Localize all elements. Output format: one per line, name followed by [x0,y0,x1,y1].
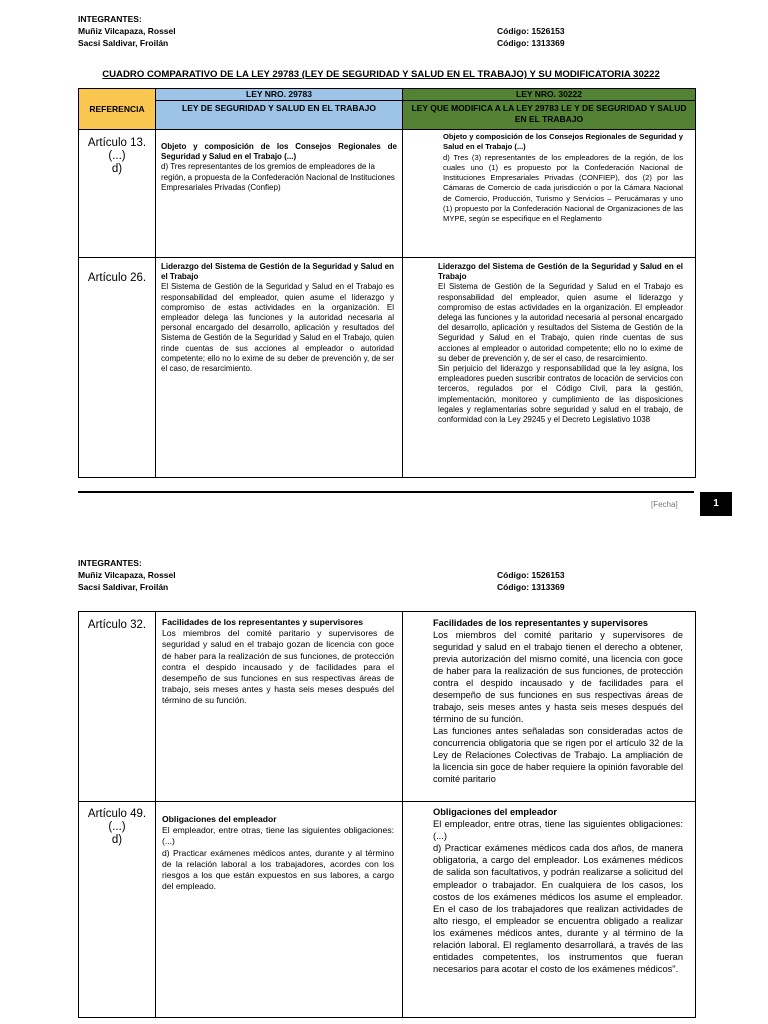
old-law-cell [156,802,403,1018]
members-label: INTEGRANTES: [78,14,142,24]
old-law-cell [156,130,403,258]
ellipsis-marker: (...) [108,150,126,162]
old-law-cell [156,258,403,478]
members-label: INTEGRANTES: [78,558,142,568]
table-row [79,612,696,802]
new-law-title: Objeto y composición de los Consejos Regionales de Seguridad y Salud en el Trabajo (...) [443,132,683,152]
article-number: Artículo 32. [87,619,147,631]
old-law-title: Liderazgo del Sistema de Gestión de la Seguridad y Salud en el Trabajo [161,262,394,282]
ley1-number-header [156,89,403,101]
ley1-name-header [156,101,403,130]
members-block [78,13,176,49]
new-law-title: Obligaciones del empleador [433,807,557,817]
article-number: Artículo 13. [87,137,147,149]
new-law-cell [403,802,696,1018]
old-law-text: d) Tres representantes de los gremios de empleadores de la región, a propuesta de la Confederación Nacional de Instituciones Empresariales Privadas (Confiep) [161,162,395,192]
members-block [78,557,176,593]
member-name: Muñiz Vilcapaza, Rossel [78,570,176,580]
old-law-text: El empleador, entre otras, tiene las siguientes obligaciones: (...) [162,825,394,847]
member-code: Código: 1526153 [497,26,565,36]
ley1-name-label: LEY DE SEGURIDAD Y SALUD EN EL TRABAJO [182,103,376,113]
article-number: Artículo 49. [87,808,147,820]
ley2-name-label: LEY QUE MODIFICA A LA LEY 29783 LE Y DE SEGURIDAD Y SALUD EN EL TRABAJO [411,103,687,124]
comparison-table-continued [78,611,696,1018]
ley1-number-label: LEY NRO. 29783 [246,89,312,99]
page-number: 1 [700,492,732,516]
new-law-title: Liderazgo del Sistema de Gestión de la Seguridad y Salud en el Trabajo [438,262,683,282]
new-law-text-extra: Sin perjuicio del liderazgo y responsabilidad que la ley asigna, los empleadores pueden suscribir contratos de locación de servicios con terceros, regulados por el Código Civil, para la gestión, implementación, monitoreo y cumplimiento de las disposiciones legales y reglamentarias sobre seguridad y salud en el trabajo, de conformidad con la Ley 29245 y el Decreto Legislativo 1038 [438,364,683,425]
old-law-text-extra: d) Practicar exámenes médicos antes, durante y al término de la relación laboral a los trabajadores, acordes con los riesgos a los que están expuestos en sus labores, a cargo del empleado. [162,847,394,892]
old-law-title: Objeto y composición de los Consejos Regionales de Seguridad y Salud en el Trabajo (...) [161,142,397,162]
new-law-cell [403,612,696,802]
new-law-cell [403,130,696,258]
new-law-text: d) Tres (3) representantes de los empleadores de la región, de los cuales uno (1) es propuesto por la Confederación Nacional de Instituciones Empresariales Privadas (CONFIEP), dos (2) por las Cámaras de Comercio de cada jurisdicción o por la Cámara Nacional de Comercio, Producción, Turismo y Servicios – Perucámaras y uno (1) propuesto por la Confederación Nacional de Organizaciones de las MYPE, según se especifique en el Reglamento [443,152,683,224]
new-law-text-extra: Las funciones antes señaladas son consideradas actos de concurrencia obligatoria que se rigen por el artículo 32 de la Ley de Relaciones Colectivas de Trabajo. La ampliación de la licencia sin goce de haber requiere la opinión favorable del comité paritario [433,726,683,784]
footer-rule [78,491,694,493]
old-law-cell [156,612,403,802]
ley2-number-header [403,89,696,101]
table-row [79,130,696,258]
referencia-header [79,89,156,130]
referencia-header-label: REFERENCIA [89,103,145,114]
subsection-marker: d) [111,834,123,846]
codes-block [497,569,565,593]
comparison-table [78,88,696,478]
footer-date: [Fecha] [651,500,678,509]
old-law-title: Facilidades de los representantes y supervisores [162,617,364,627]
member-code: Código: 1313369 [497,582,565,592]
member-name: Sacsi Saldivar, Froilán [78,38,169,48]
reference-cell [79,612,156,802]
document-title: CUADRO COMPARATIVO DE LA LEY 29783 (LEY DE SEGURIDAD Y SALUD EN EL TRABAJO) Y SU MODIFICATORIA 30222 [102,69,660,80]
ellipsis-marker: (...) [108,821,126,833]
old-law-title: Obligaciones del empleador [162,814,277,824]
table-row [79,802,696,1018]
new-law-text: El empleador, entre otras, tiene las siguientes obligaciones: (...) [433,819,683,842]
reference-cell [79,258,156,478]
new-law-text: El Sistema de Gestión de la Seguridad y Salud en el Trabajo es responsabilidad del empleador, quien asume el liderazgo y compromiso de estas actividades en la organización. El empleador delega las funciones y la autoridad necesaria al personal encargado del desarrollo, aplicación y resultados del Sistema de Gestión de la Seguridad y Salud en el Trabajo, quien rinde cuentas de sus acciones al empleador o autoridad competente; ello no lo exime de su deber de prevención y, de ser el caso, de resarcimiento. [438,282,683,363]
member-code: Código: 1526153 [497,570,565,580]
new-law-text: Los miembros del comité paritario y supervisores de seguridad y salud en el trabajo tienen el derecho a obtener, previa autorización del mismo comité, una licencia con goce de haber para la realización de sus funciones, de protección contra el despido incausado y de facilidades para el desempeño de sus funciones en sus respectivas áreas de trabajo, seis meses antes y hasta seis meses después del término de su función. [433,630,683,724]
member-name: Sacsi Saldivar, Froilán [78,582,169,592]
new-law-text-extra: d) Practicar exámenes médicos cada dos años, de manera obligatoria, a cargo del empleador. Los exámenes médicos de salida son facultativos, y podrán realizarse a solicitud del empleador o trabajador. En cualquiera de los casos, los costos de los exámenes médicos los asume el empleador. En el caso de los trabajadores que realizan actividades de alto riesgo, el empleador se encuentra obligado a realizar los exámenes médicos antes, durante y al término de la relación laboral. El reglamento desarrollará, a través de las entidades competentes, los instrumentos que fueran necesarios para acotar el costo de los exámenes médicos". [433,843,683,975]
reference-cell [79,130,156,258]
new-law-title: Facilidades de los representantes y supervisores [433,618,648,628]
ley2-name-header [403,101,696,130]
member-name: Muñiz Vilcapaza, Rossel [78,26,176,36]
old-law-text: Los miembros del comité paritario y supervisores de seguridad y salud en el trabajo gozan de licencia con goce de haber para la realización de sus funciones, de protección contra el despido incausado y de facilidades para el desempeño de sus funciones en sus respectivas áreas de trabajo, seis meses antes y hasta seis meses después del término de su función. [162,628,394,706]
codes-block [497,25,565,49]
reference-cell [79,802,156,1018]
article-number: Artículo 26. [87,272,147,284]
new-law-cell [403,258,696,478]
member-code: Código: 1313369 [497,38,565,48]
subsection-marker: d) [111,163,123,175]
table-row [79,258,696,478]
old-law-text: El Sistema de Gestión de la Seguridad y Salud en el Trabajo es responsabilidad del empleador, quien asume el liderazgo y compromiso de estas actividades en la organización. El empleador delega las funciones y la autoridad necesaria al personal encargado del desarrollo, aplicación y resultados del Sistema de Gestión de la Seguridad y Salud en el Trabajo, quien rinde cuentas de sus acciones al empleador o autoridad competente; ello no lo exime de su deber de prevención y, de ser el caso, de resarcimiento. [161,282,394,374]
ley2-number-label: LEY NRO. 30222 [516,89,582,99]
